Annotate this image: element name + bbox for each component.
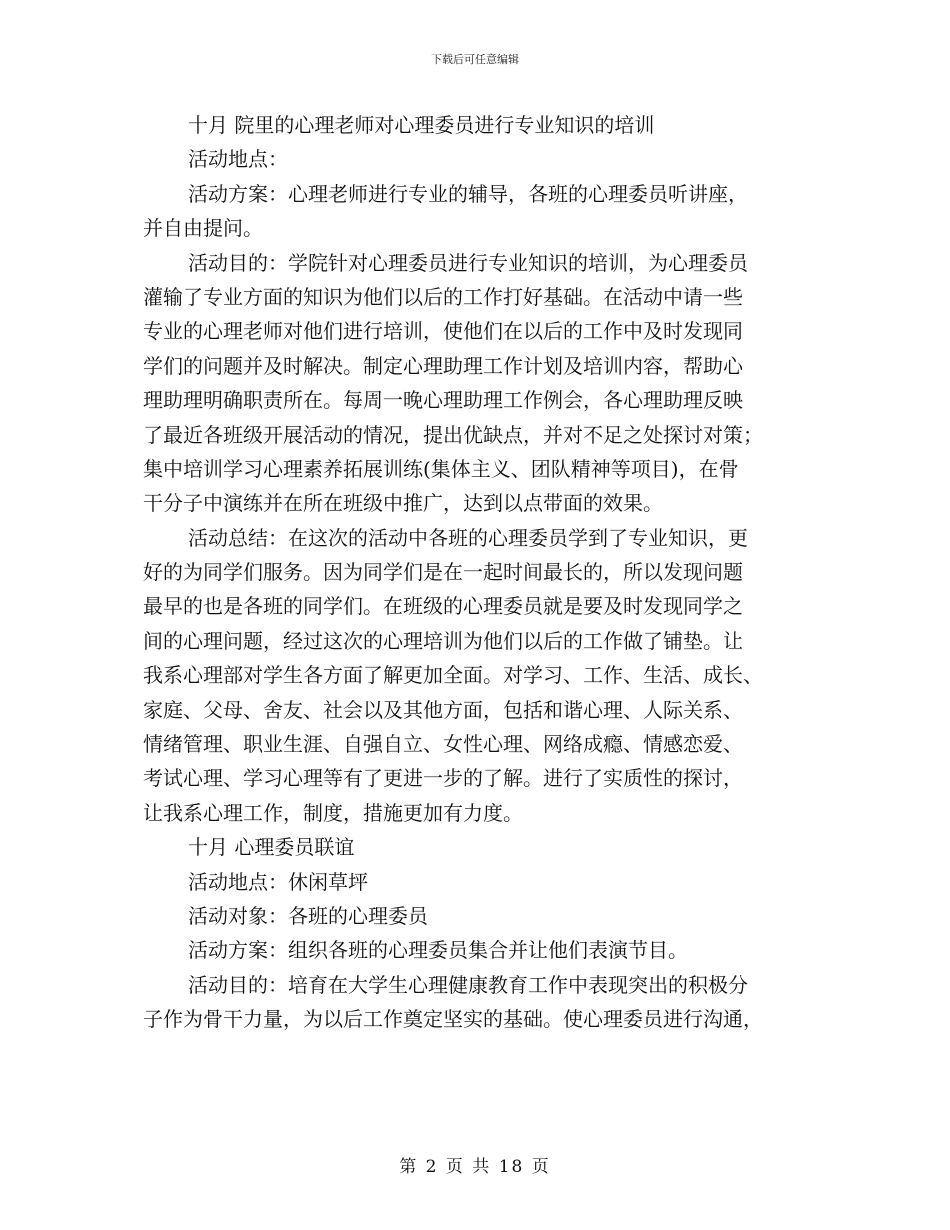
paragraph-line: 专业的心理老师对他们进行培训，使他们在以后的工作中及时发现同: [143, 319, 743, 344]
paragraph-line: 间的心理问题，经过这次的心理培训为他们以后的工作做了铺垫。让: [143, 628, 743, 653]
paragraph-line: 让我系心理工作，制度，措施更加有力度。: [143, 800, 523, 825]
paragraph-line: 活动目的：学院针对心理委员进行专业知识的培训，为心理委员: [188, 250, 748, 275]
paragraph-line: 我系心理部对学生各方面了解更加全面。对学习、工作、生活、成长、: [143, 663, 763, 688]
paragraph-line: 并自由提问。: [143, 216, 263, 241]
paragraph-line: 活动对象：各班的心理委员: [188, 903, 428, 928]
paragraph-line: 子作为骨干力量，为以后工作奠定坚实的基础。使心理委员进行沟通，: [143, 1007, 763, 1032]
document-body: [143, 108, 807, 1037]
section-heading-training: 十月 院里的心理老师对心理委员进行专业知识的培训: [188, 113, 655, 137]
paragraph-line: 活动总结：在这次的活动中各班的心理委员学到了专业知识，更: [188, 525, 748, 550]
paragraph-line: 集中培训学习心理素养拓展训练(集体主义、团队精神等项目)，在骨: [143, 456, 739, 481]
paragraph-line: 活动目的：培育在大学生心理健康教育工作中表现突出的积极分: [188, 972, 748, 997]
paragraph-line: 考试心理、学习心理等有了更进一步的了解。进行了实质性的探讨，: [143, 766, 743, 791]
paragraph-line: 学们的问题并及时解决。制定心理助理工作计划及培训内容，帮助心: [143, 353, 743, 378]
page-header: 下载后可任意编辑: [431, 53, 519, 66]
paragraph-line: 家庭、父母、舍友、社会以及其他方面，包括和谐心理、人际关系、: [143, 697, 743, 722]
section-heading-social: 十月 心理委员联谊: [188, 835, 355, 860]
paragraph-line: 活动方案：组织各班的心理委员集合并让他们表演节目。: [188, 938, 688, 963]
paragraph-line: 活动地点：休闲草坪: [188, 869, 368, 894]
paragraph-line: 干分子中演练并在所在班级中推广，达到以点带面的效果。: [143, 491, 663, 516]
paragraph-line: 理助理明确职责所在。每周一晚心理助理工作例会，各心理助理反映: [143, 388, 743, 413]
paragraph-line: 好的为同学们服务。因为同学们是在一起时间最长的，所以发现问题: [143, 560, 743, 585]
paragraph-line: 活动方案：心理老师进行专业的辅导，各班的心理委员听讲座，: [188, 181, 748, 206]
paragraph-line: 情绪管理、职业生涯、自强自立、女性心理、网络成瘾、情感恋爱、: [143, 732, 743, 757]
paragraph-line: 活动地点：: [188, 147, 288, 172]
paragraph-line: 灌输了专业方面的知识为他们以后的工作打好基础。在活动中请一些: [143, 284, 743, 309]
paragraph-line: 了最近各班级开展活动的情况，提出优缺点，并对不足之处探讨对策；: [143, 422, 763, 447]
page-number-footer: 第 2 页 共 18 页: [399, 1157, 551, 1177]
paragraph-line: 最早的也是各班的同学们。在班级的心理委员就是要及时发现同学之: [143, 594, 743, 619]
